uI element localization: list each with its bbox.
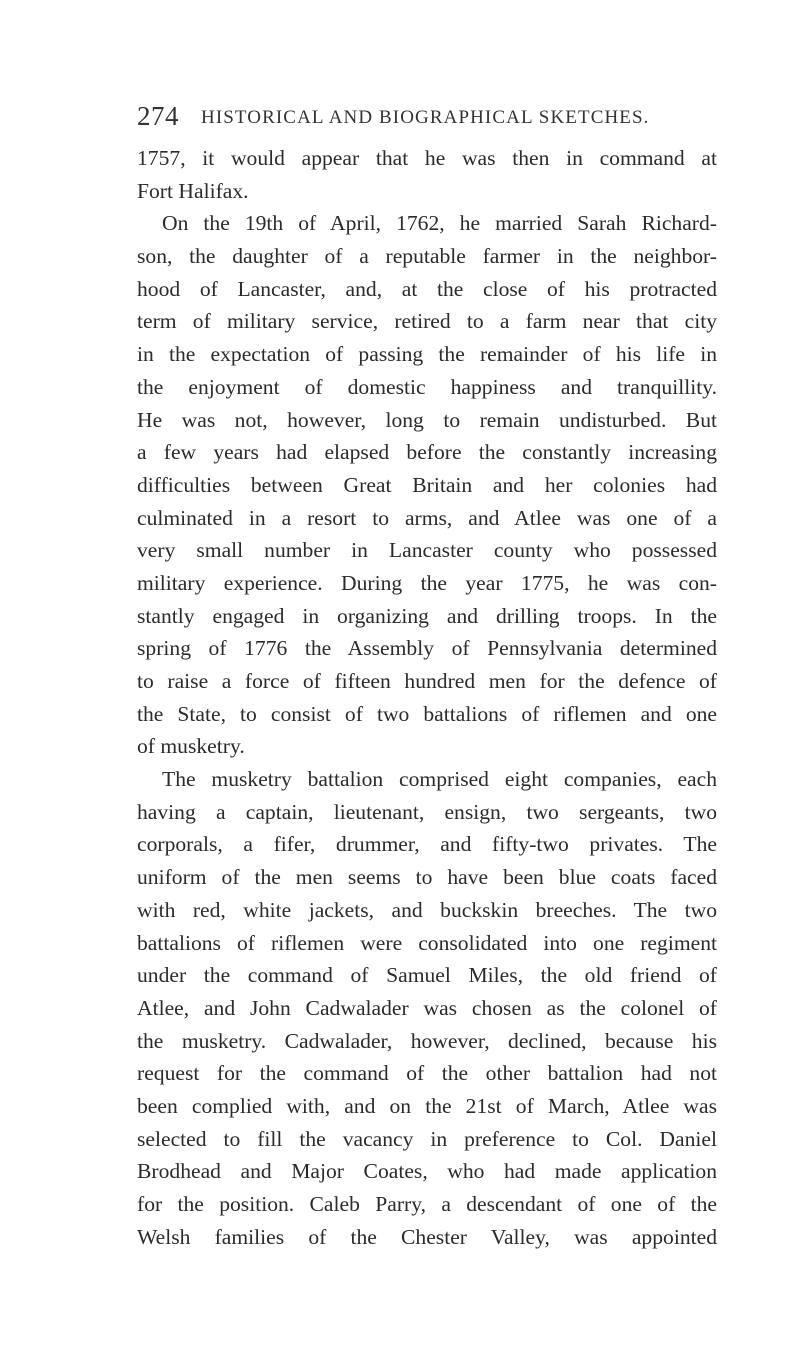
text-line: spring of 1776 the Assembly of Pennsylvania determined xyxy=(137,636,717,661)
text-line: in the expectation of passing the remainder of his life in xyxy=(137,342,717,367)
text-line: the enjoyment of domestic happiness and tranquillity. xyxy=(137,374,717,399)
text-line: term of military service, retired to a farm near that city xyxy=(137,309,717,334)
text-line: Fort Halifax. xyxy=(137,178,249,203)
text-line: Atlee, and John Cadwalader was chosen as the colonel of xyxy=(137,995,717,1020)
page-header xyxy=(137,100,697,132)
running-title: HISTORICAL AND BIOGRAPHICAL SKETCHES. xyxy=(201,107,650,128)
text-line: the musketry. Cadwalader, however, declined, because his xyxy=(137,1028,717,1053)
text-line: Brodhead and Major Coates, who had made application xyxy=(137,1159,717,1184)
text-line: The musketry battalion comprised eight companies, each xyxy=(162,767,717,792)
text-line: very small number in Lancaster county who possessed xyxy=(137,538,717,563)
page-number: 274 xyxy=(137,101,179,131)
text-line: the State, to consist of two battalions of riflemen and one xyxy=(137,701,717,726)
text-line: corporals, a fifer, drummer, and fifty-two privates. The xyxy=(137,832,717,857)
text-line: a few years had elapsed before the constantly increasing xyxy=(137,440,717,465)
text-line: for the position. Caleb Parry, a descendant of one of the xyxy=(137,1192,717,1216)
text-line: son, the daughter of a reputable farmer in the neighbor- xyxy=(137,244,717,269)
text-line: military experience. During the year 1775, he was con- xyxy=(137,570,717,595)
text-line: hood of Lancaster, and, at the close of his protracted xyxy=(137,276,717,301)
text-line: stantly engaged in organizing and drilling troops. In the xyxy=(137,603,717,628)
text-line: of musketry. xyxy=(137,734,245,759)
text-line: On the 19th of April, 1762, he married Sarah Richard- xyxy=(162,211,717,236)
text-line: battalions of riflemen were consolidated into one regiment xyxy=(137,930,717,955)
text-line: difficulties between Great Britain and her colonies had xyxy=(137,472,717,497)
text-line: under the command of Samuel Miles, the old friend of xyxy=(137,963,717,988)
body-text xyxy=(137,142,717,1253)
text-line: to raise a force of fifteen hundred men for the defence of xyxy=(137,669,717,693)
text-line: with red, white jackets, and buckskin breeches. The two xyxy=(137,897,717,922)
text-line: selected to fill the vacancy in preference to Col. Daniel xyxy=(137,1126,717,1151)
text-line: uniform of the men seems to have been blue coats faced xyxy=(137,865,717,890)
text-line: culminated in a resort to arms, and Atlee was one of a xyxy=(137,505,717,530)
text-line: 1757, it would appear that he was then in command at xyxy=(137,146,717,170)
text-line: He was not, however, long to remain undisturbed. But xyxy=(137,407,717,432)
text-line: request for the command of the other battalion had not xyxy=(137,1061,717,1086)
text-line: Welsh families of the Chester Valley, was appointed xyxy=(137,1224,717,1249)
text-line: been complied with, and on the 21st of March, Atlee was xyxy=(137,1093,717,1118)
text-line: having a captain, lieutenant, ensign, two sergeants, two xyxy=(137,799,717,824)
